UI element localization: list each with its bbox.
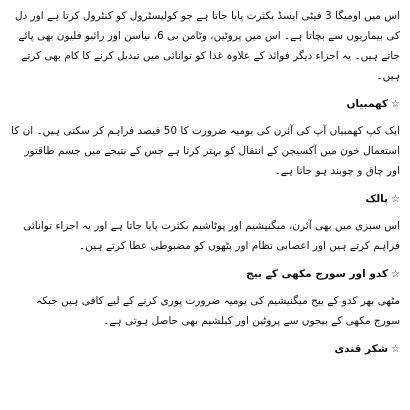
section-heading-spinach (10, 189, 400, 210)
star-icon: ☆ (391, 194, 400, 205)
section-heading-text: کھمبیاں (346, 98, 389, 110)
section-body-spinach: اس سبزی میں بھی آئرن، میگنیشیم اور پوٹاشیم بکثرت پایا جاتا ہے اور یہ اجزاء توانائی فراہم کرتے ہیں اور اعصابی نظام اور پٹھوں کو مضبوطی عطا کرتے ہیں۔ (23, 220, 400, 252)
intro-paragraph: اس میں اومیگا 3 فیٹی ایسڈ بکثرت پایا جاتا ہے جو کولیسٹرول کو کنٹرول کرتا ہے اور دل کی بیماریوں سے بچاتا ہے۔ اس میں پروٹین، وٹامن بی 6، نیاسن اور رائبو فلیون بھی پائے جاتے ہیں۔ یہ اجزاء دیگر فوائد کے علاوہ غذا کو توانائی میں تبدیل کرنے کا کام بھی کرتے ہیں۔ (14, 10, 400, 82)
section-heading-seeds (10, 264, 400, 285)
section-heading-sweet-potato (10, 339, 400, 360)
section-body-mushrooms: ایک کپ کھمبیاں آپ کی آئرن کی یومیہ ضرورت کا 50 فیصد فراہم کر سکتی ہیں۔ ان کا استعمال خون میں آکسیجن کے انتقال کو بہتر کرتا ہے جس کے نتیجے میں جسم طاقتور اور چاق و چوبند ہو جاتا ہے۔ (11, 125, 400, 177)
star-icon: ☆ (391, 344, 400, 355)
section-heading-text: پالک (365, 193, 389, 205)
section-heading-mushrooms (10, 94, 400, 115)
section-body-seeds: مٹھی بھر کدو کے بیج میگنیشیم کی یومیہ ضرورت پوری کرنے کے لیے کافی ہیں جبکہ سورج مکھی کے بیجوں سے پروٹین اور کیلشیم بھی حاصل ہوتی ہے۔ (36, 295, 400, 327)
section-heading-text: شکر قندی (334, 343, 389, 355)
star-icon: ☆ (391, 99, 400, 110)
section-heading-text: کدو اور سورج مکھی کے بیج (246, 268, 389, 280)
star-icon: ☆ (391, 269, 400, 280)
